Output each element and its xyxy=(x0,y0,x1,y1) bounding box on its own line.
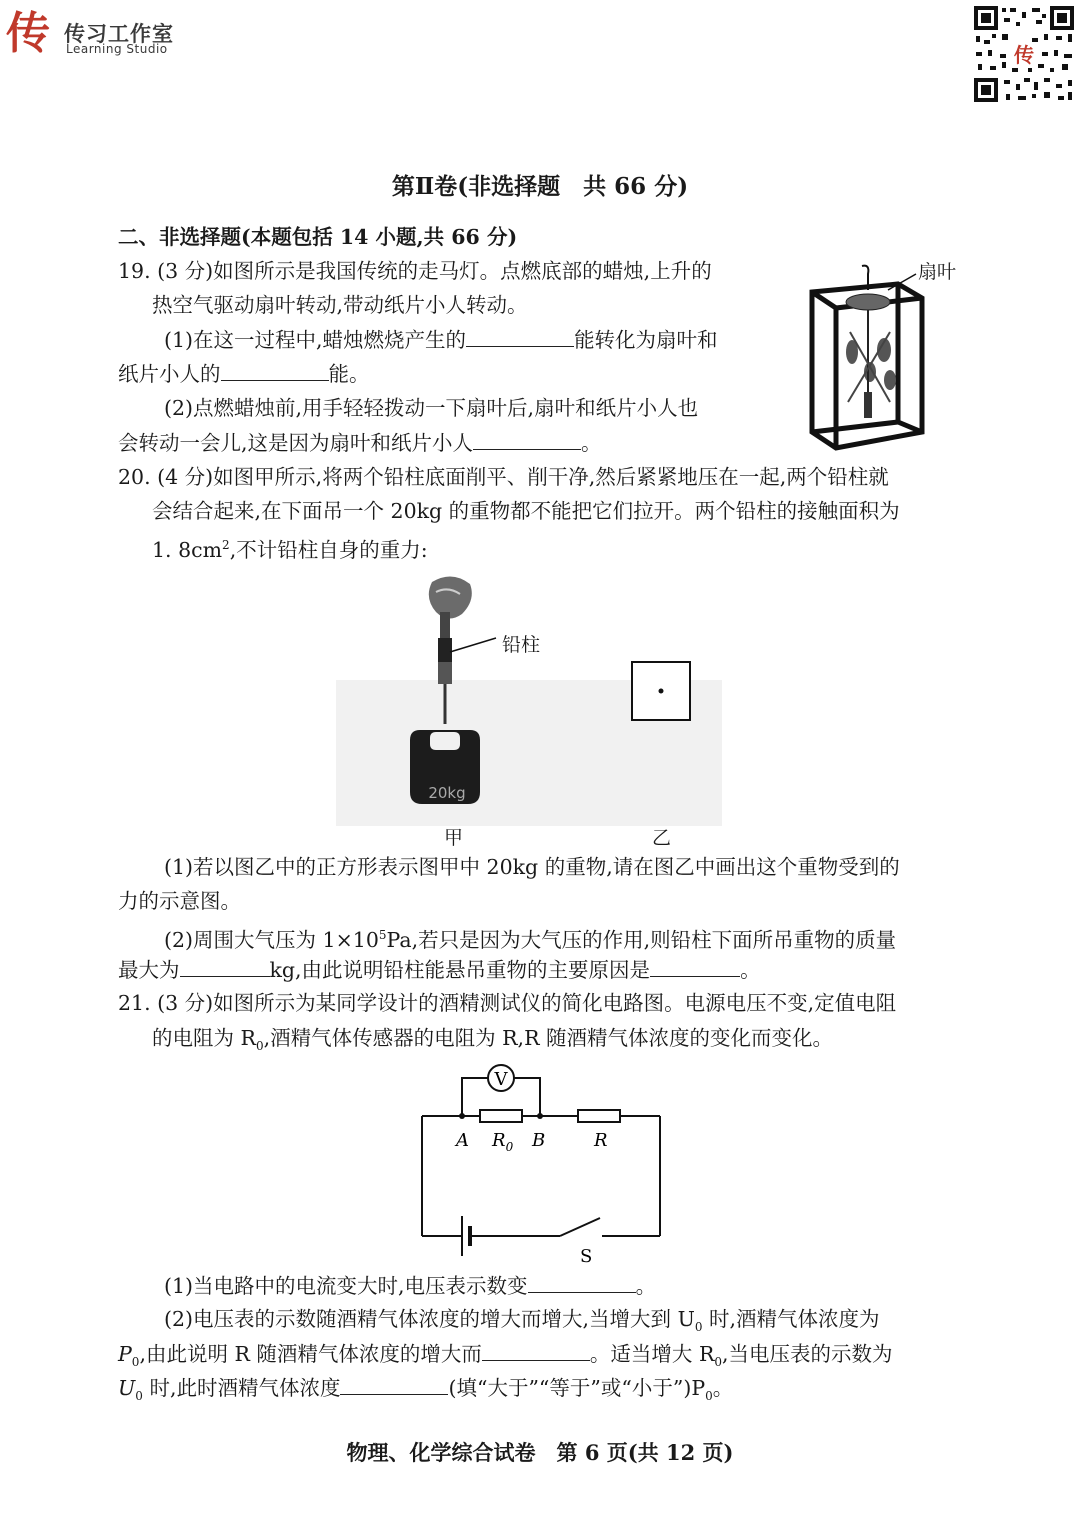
q19-part1-cont: 纸片小人的 能。 xyxy=(118,358,370,389)
q20-part1-cont: 力的示意图。 xyxy=(118,889,241,913)
lantern-figure xyxy=(800,262,970,462)
q21-part2-end: $U_0$ 时,此时酒精气体浓度 (填“大于”“等于”或“小于$”)P_0$。 xyxy=(118,1372,733,1411)
lead-cylinder-label: 铅柱 xyxy=(502,634,541,656)
svg-text:R0: $R_0$ xyxy=(492,1130,514,1154)
answer-blank[interactable] xyxy=(180,954,270,977)
answer-blank[interactable] xyxy=(528,1270,636,1293)
answer-blank[interactable] xyxy=(221,358,329,381)
switch-label: S xyxy=(580,1246,593,1267)
r0-label: R xyxy=(492,1130,506,1151)
answer-blank[interactable] xyxy=(466,324,574,347)
q19-part2-cont: 会转动一会儿,这是因为扇叶和纸片小人 。 xyxy=(118,427,602,458)
figure-a-label: 甲 xyxy=(444,827,464,849)
q21-line2: 的电阻为 $R_0$,酒精气体传感器的电阻为 R,R 随酒精气体浓度的变化而变化。 xyxy=(152,1026,834,1054)
answer-blank[interactable] xyxy=(340,1372,448,1395)
q20-line2: 会结合起来,在下面吊一个 20kg 的重物都不能把它们拉开。两个铅柱的接触面积为 xyxy=(152,499,900,523)
brand-logo-mark: 传 xyxy=(6,8,50,59)
figure-b-label: 乙 xyxy=(652,827,672,849)
q20-part2: (2)周围大气压为 $1\times 10^5Pa$,若只是因为大气压的作用,则铅柱下面所吊重物的质量 xyxy=(164,927,897,952)
q21-line1: 21. (3 分)如图所示为某同学设计的酒精测试仪的简化电路图。电源电压不变,定值电阻 xyxy=(118,991,897,1015)
q21-part2: (2)电压表的示数随酒精气体浓度的增大而增大,当增大到 $U_0$ 时,酒精气体浓度为 xyxy=(164,1307,880,1335)
q20-line3: 1. $8cm^2$,不计铅柱自身的重力: xyxy=(152,537,428,562)
q19-line2: 热空气驱动扇叶转动,带动纸片小人转动。 xyxy=(152,293,528,317)
q19-line1: 19. (3 分)如图所示是我国传统的走马灯。点燃底部的蜡烛,上升的 xyxy=(118,259,712,283)
q19-part2: (2)点燃蜡烛前,用手轻轻拨动一下扇叶后,扇叶和纸片小人也 xyxy=(164,396,699,420)
node-b-label: B xyxy=(532,1130,546,1151)
q19-part1: (1)在这一过程中,蜡烛燃烧产生的 能转化为扇叶和 xyxy=(164,324,718,355)
voltmeter-label: V xyxy=(494,1069,508,1090)
r-label: R xyxy=(594,1130,608,1151)
q20-line1: 20. (4 分)如图甲所示,将两个铅柱底面削平、削干净,然后紧紧地压在一起,两个铅柱就 xyxy=(118,465,889,489)
q20-part2-cont: 最大为 kg,由此说明铅柱能悬吊重物的主要原因是 。 xyxy=(118,954,761,985)
page-footer: 物理、化学综合试卷 第 6 页(共 12 页) xyxy=(346,1440,734,1465)
q20-part1: (1)若以图乙中的正方形表示图甲中 20kg 的重物,请在图乙中画出这个重物受到的 xyxy=(164,855,900,879)
svg-text:传: 传 xyxy=(1014,43,1034,67)
lead-cylinder-figure xyxy=(336,572,722,828)
node-a-label: A xyxy=(456,1130,469,1151)
part-heading: 二、非选择题(本题包括 14 小题,共 66 分) xyxy=(118,225,518,249)
answer-blank[interactable] xyxy=(473,427,581,450)
fan-blade-label: 扇叶 xyxy=(918,261,957,283)
weight-mark: 20kg xyxy=(428,784,466,802)
answer-blank[interactable] xyxy=(482,1338,590,1361)
brand-name: 传习工作室 xyxy=(64,22,174,46)
answer-blank[interactable] xyxy=(650,954,740,977)
section-title: 第Ⅱ卷(非选择题 共 66 分) xyxy=(391,173,689,200)
q21-part2-cont: $P_0$,由此说明 R 随酒精气体浓度的增大而 。适当增大 $R_0$,当电压表的示数为 xyxy=(118,1338,893,1377)
circuit-diagram xyxy=(400,1060,680,1270)
brand-name-en: Learning Studio xyxy=(66,42,168,56)
q21-part1: (1)当电路中的电流变大时,电压表示数变 。 xyxy=(164,1270,656,1301)
qr-code-icon xyxy=(972,4,1076,104)
